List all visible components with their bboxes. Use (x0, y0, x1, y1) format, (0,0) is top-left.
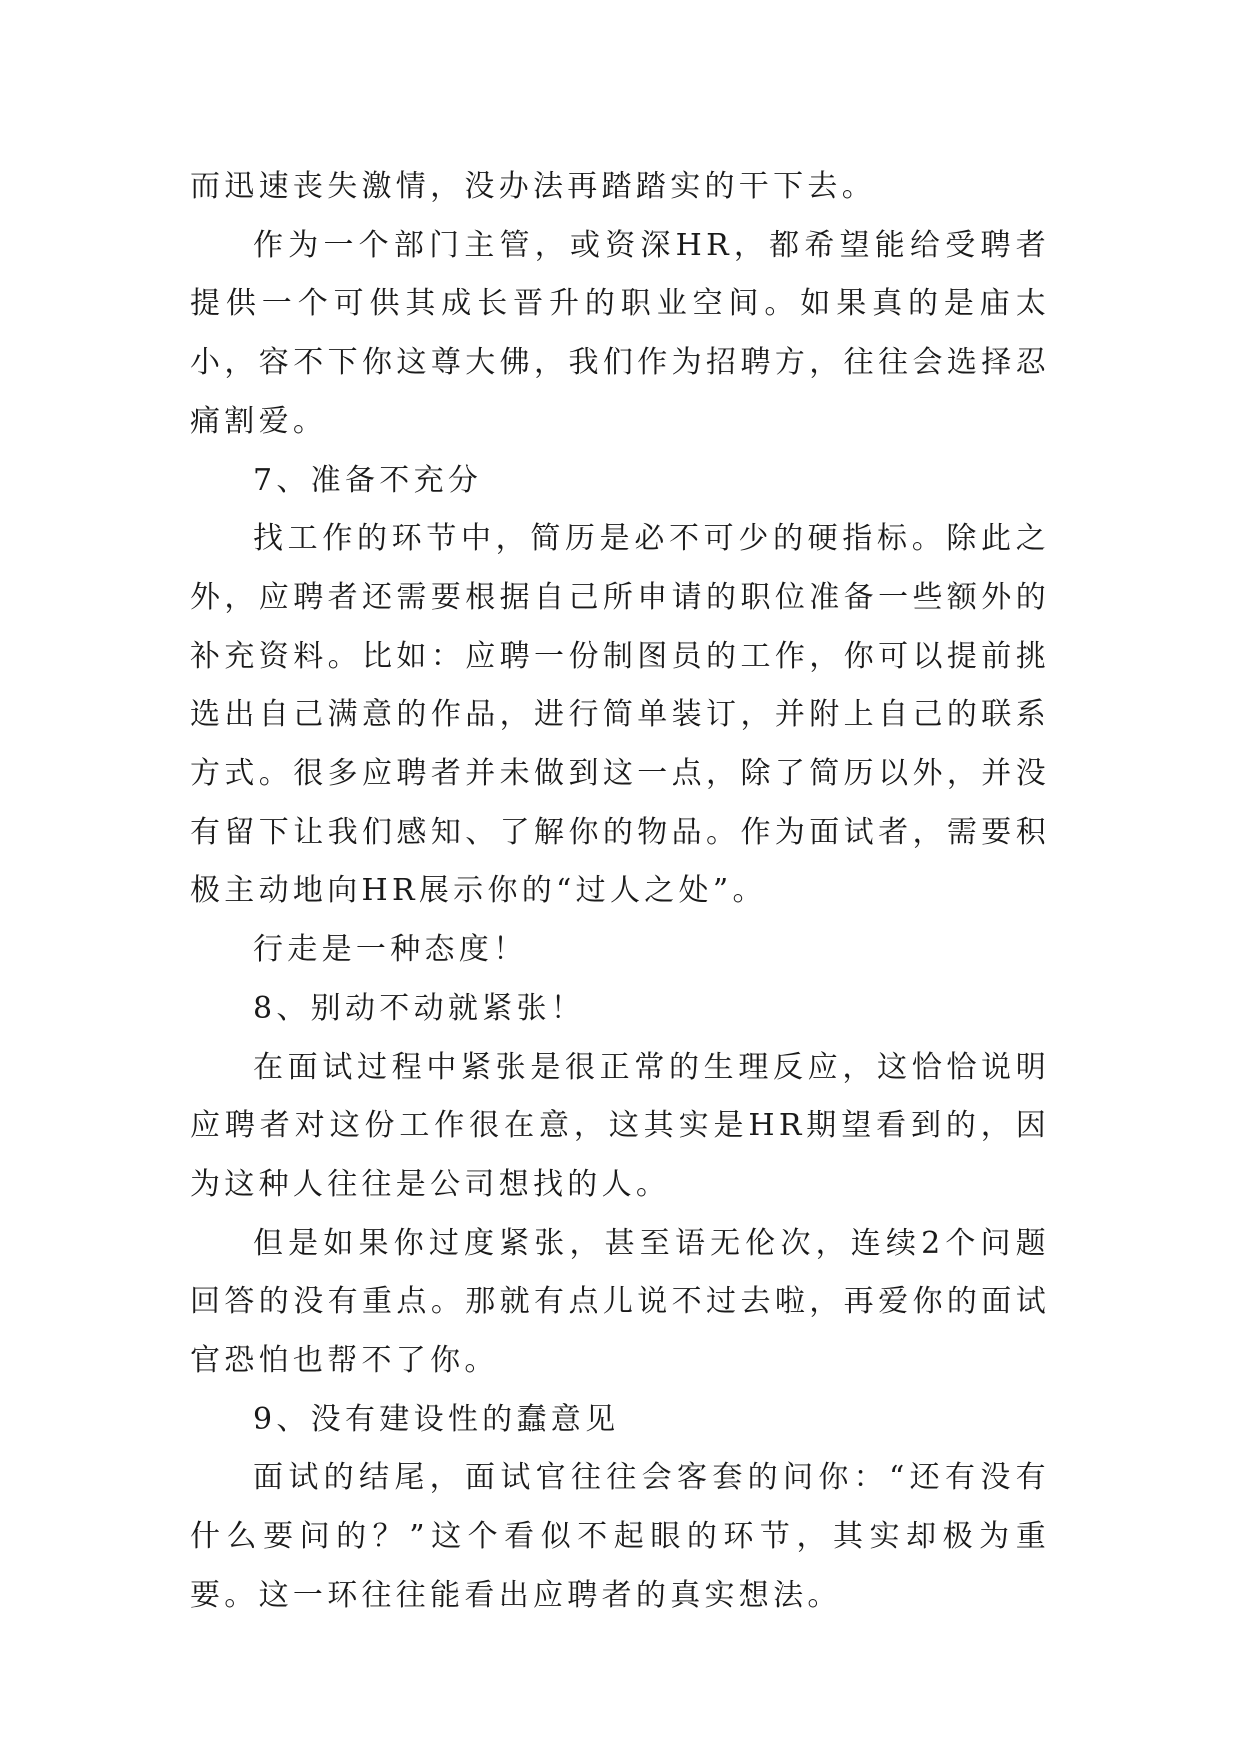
paragraph-career-space: 作为一个部门主管，或资深HR，都希望能给受聘者提供一个可供其成长晋升的职业空间。如果真的是庙太小，容不下你这尊大佛，我们作为招聘方，往往会选择忍痛割爱。 (190, 227, 1050, 439)
section-heading-8: 8、别动不动就紧张！ (253, 990, 586, 1026)
paragraph-preparation: 找工作的环节中，简历是必不可少的硬指标。除此之外，应聘者还需要根据自己所申请的职位准备一些额外的补充资料。比如：应聘一份制图员的工作，你可以提前挑选出自己满意的作品，进行简单装订，并附上自己的联系方式。很多应聘者并未做到这一点，除了简历以外，并没有留下让我们感知、了解你的物品。作为面试者，需要积极主动地向HR展示你的“过人之处”。 (190, 521, 1050, 909)
paragraph-over-nervous: 但是如果你过度紧张，甚至语无伦次，连续2个问题回答的没有重点。那就有点儿说不过去啦，再爱你的面试官恐怕也帮不了你。 (190, 1225, 1050, 1379)
paragraph-continuation: 而迅速丧失激情，没办法再踏踏实的干下去。 (190, 169, 876, 204)
paragraph-nervousness: 在面试过程中紧张是很正常的生理反应，这恰恰说明应聘者对这份工作很在意，这其实是HR期望看到的，因为这种人往往是公司想找的人。 (190, 1049, 1050, 1202)
paragraph-attitude: 行走是一种态度！ (253, 932, 528, 968)
paragraph-closing-questions: 面试的结尾，面试官往往会客套的问你：“还有没有什么要问的？”这个看似不起眼的环节，其实却极为重要。这一环往往能看出应聘者的真实想法。 (190, 1460, 1050, 1613)
section-heading-7: 7、准备不充分 (253, 462, 483, 498)
section-heading-9: 9、没有建设性的蠢意见 (253, 1401, 620, 1437)
document-body (190, 158, 1050, 1626)
